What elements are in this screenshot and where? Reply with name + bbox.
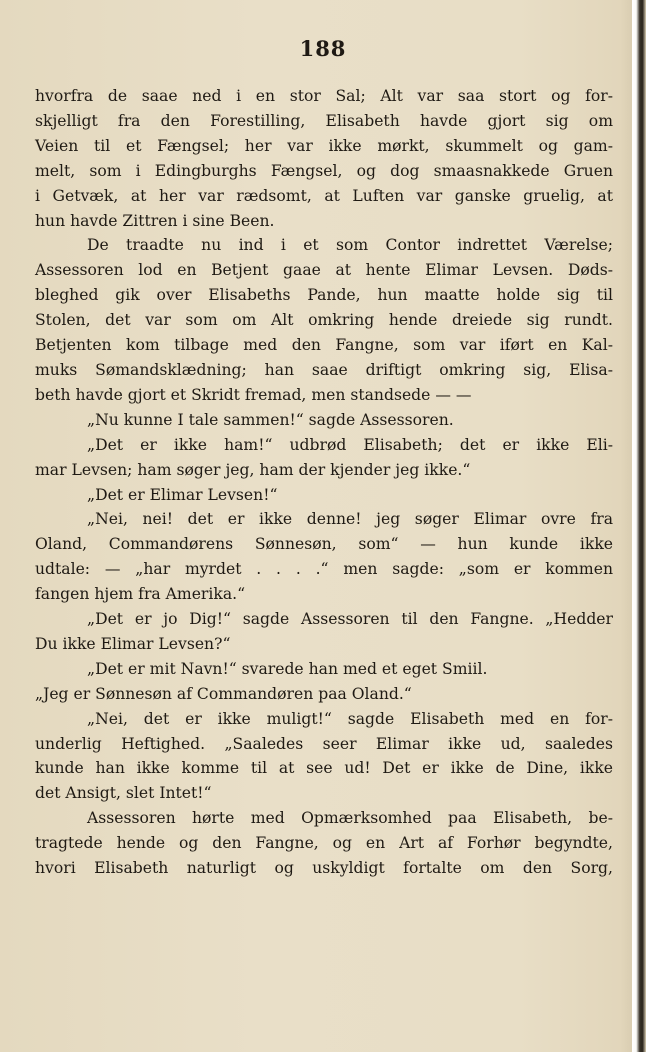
text-line: underlig Heftighed. „Saaledes seer Elimar ikke ud, saaledes [35, 734, 613, 753]
text-line: skjelligt fra den Forestilling, Elisabeth havde gjort sig om [35, 111, 613, 130]
text-line: „Det er Elimar Levsen!“ [87, 485, 278, 504]
text-line: beth havde gjort et Skridt fremad, men standsede — — [35, 385, 472, 404]
text-line: i Getvæk, at her var rædsomt, at Luften var ganske gruelig, at [35, 186, 613, 205]
body-text [35, 84, 613, 881]
text-line: De traadte nu ind i et som Contor indrettet Værelse; [87, 236, 613, 255]
text-line: Du ikke Elimar Levsen?“ [35, 634, 231, 653]
page-number: 188 [299, 36, 347, 61]
text-line: „Jeg er Sønnesøn af Commandøren paa Oland.“ [35, 684, 412, 703]
text-line: Veien til et Fængsel; her var ikke mørkt, skummelt og gam- [35, 136, 613, 155]
text-line: „Det er jo Dig!“ sagde Assessoren til den Fangne. „Hedder [87, 610, 613, 629]
text-line: muks Sømandsklædning; han saae driftigt omkring sig, Elisa- [35, 360, 613, 379]
text-line: „Nu kunne I tale sammen!“ sagde Assessoren. [87, 410, 454, 429]
text-line: Oland, Commandørens Sønnesøn, som“ — hun kunde ikke [35, 535, 613, 554]
text-line: udtale: — „har myrdet . . . .“ men sagde: „som er kommen [35, 560, 613, 579]
text-line: melt, som i Edingburghs Fængsel, og dog smaasnakkede Gruen [35, 161, 613, 180]
text-line: „Nei, nei! det er ikke denne! jeg søger Elimar ovre fra [87, 510, 613, 529]
text-line: Betjenten kom tilbage med den Fangne, som var iført en Kal- [35, 336, 613, 355]
text-line: „Det er ikke ham!“ udbrød Elisabeth; det er ikke Eli- [87, 435, 613, 454]
text-line: hun havde Zittren i sine Been. [35, 211, 275, 230]
text-line: Assessoren hørte med Opmærksomhed paa Elisabeth, be- [87, 809, 613, 828]
text-line: Stolen, det var som om Alt omkring hende dreiede sig rundt. [35, 311, 613, 330]
text-line: fangen hjem fra Amerika.“ [35, 585, 246, 604]
text-line: hvori Elisabeth naturligt og uskyldigt fortalte om den Sorg, [35, 859, 613, 878]
text-line: „Det er mit Navn!“ svarede han med et eget Smiil. [87, 659, 488, 678]
text-line: Assessoren lod en Betjent gaae at hente Elimar Levsen. Døds- [35, 261, 613, 280]
text-line: hvorfra de saae ned i en stor Sal; Alt var saa stort og for- [35, 87, 613, 105]
text-line: tragtede hende og den Fangne, og en Art af Forhør begyndte, [35, 834, 613, 853]
text-line: mar Levsen; ham søger jeg, ham der kjender jeg ikke.“ [35, 460, 471, 479]
text-line: kunde han ikke komme til at see ud! Det er ikke de Dine, ikke [35, 759, 613, 778]
text-line: bleghed gik over Elisabeths Pande, hun maatte holde sig til [35, 286, 613, 305]
text-line: „Nei, det er ikke muligt!“ sagde Elisabeth med en for- [87, 709, 613, 728]
page-edge [632, 0, 646, 1052]
text-line: det Ansigt, slet Intet!“ [35, 784, 212, 803]
